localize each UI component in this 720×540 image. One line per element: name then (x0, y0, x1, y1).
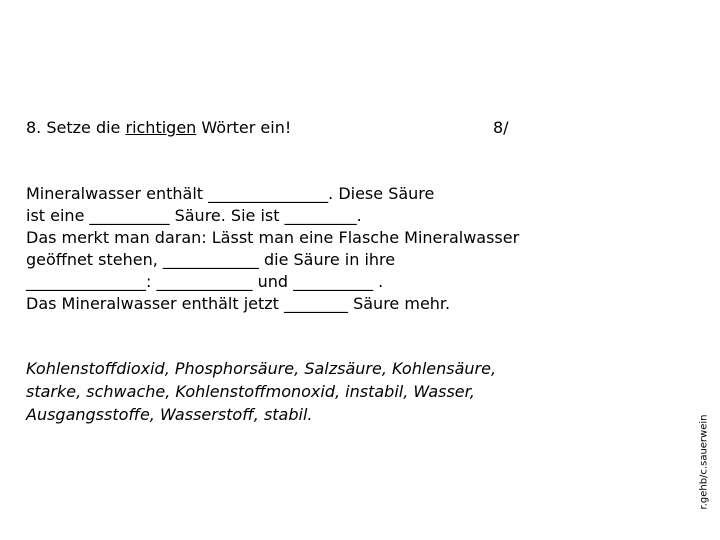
task-heading-underlined-word: richtigen (125, 118, 197, 137)
task-heading-end: Wörter ein! (196, 118, 292, 137)
cloze-line-2: ist eine __________ Säure. Sie ist _________. (26, 206, 362, 225)
word-bank (26, 357, 496, 426)
author-credit: r.gehb/c.sauerwein (698, 414, 710, 510)
word-bank-line-2: starke, schwache, Kohlenstoffmonoxid, instabil, Wasser, (26, 382, 475, 401)
cloze-line-5: _______________: ____________ und __________ . (26, 272, 384, 291)
word-bank-line-1: Kohlenstoffdioxid, Phosphorsäure, Salzsäure, Kohlensäure, (26, 359, 497, 378)
word-bank-line-3: Ausgangsstoffe, Wasserstoff, stabil. (26, 405, 313, 424)
task-heading-start: 8. Setze die (26, 118, 126, 137)
cloze-line-6: Das Mineralwasser enthält jetzt ________ Säure mehr. (26, 294, 451, 313)
cloze-line-4: geöffnet stehen, ____________ die Säure in ihre (26, 250, 396, 269)
points-label: 8/ (493, 118, 509, 137)
task-heading (26, 118, 291, 137)
cloze-line-1: Mineralwasser enthält _______________. Diese Säure (26, 184, 435, 203)
cloze-line-3: Das merkt man daran: Lässt man eine Flasche Mineralwasser (26, 228, 520, 247)
